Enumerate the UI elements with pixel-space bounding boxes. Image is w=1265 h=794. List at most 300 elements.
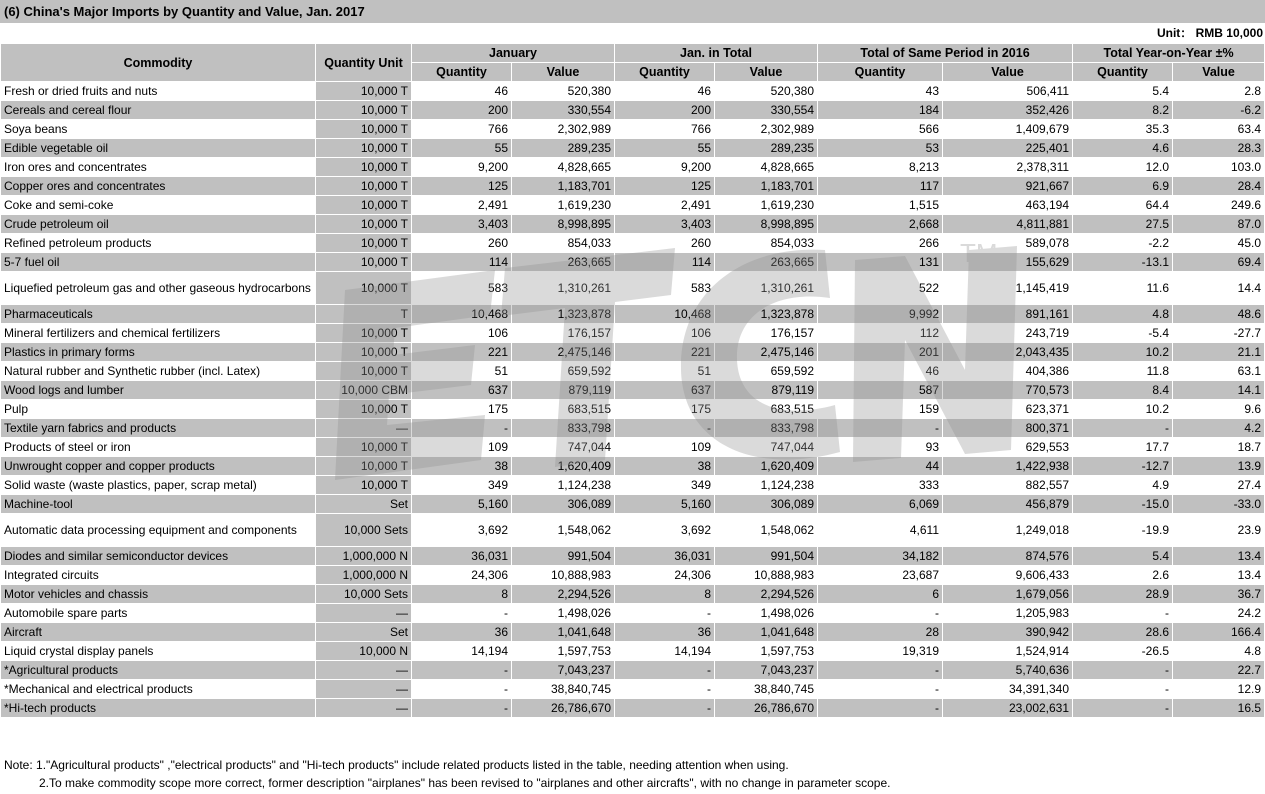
- quantity-unit-cell: 10,000 T: [316, 139, 412, 158]
- jan-total-quantity-cell: 38: [615, 457, 715, 476]
- header-group-yoy: Total Year-on-Year ±%: [1073, 44, 1265, 63]
- jan-total-value-cell: 4,828,665: [715, 158, 818, 177]
- commodity-cell: Mineral fertilizers and chemical fertilizers: [1, 324, 316, 343]
- quantity-unit-cell: 10,000 T: [316, 158, 412, 177]
- commodity-cell: Liquefied petroleum gas and other gaseous hydrocarbons: [1, 272, 316, 305]
- jan-total-quantity-cell: 24,306: [615, 566, 715, 585]
- jan-total-quantity-cell: 3,403: [615, 215, 715, 234]
- yoy-value-cell: 13.4: [1173, 566, 1265, 585]
- header-quantity: Quantity: [1073, 63, 1173, 82]
- prev-quantity-cell: 8,213: [818, 158, 943, 177]
- commodity-cell: Liquid crystal display panels: [1, 642, 316, 661]
- table-row: [1, 324, 1265, 343]
- yoy-quantity-cell: 28.9: [1073, 585, 1173, 604]
- commodity-cell: Aircraft: [1, 623, 316, 642]
- jan-total-value-cell: 1,124,238: [715, 476, 818, 495]
- jan-quantity-cell: 24,306: [412, 566, 512, 585]
- jan-quantity-cell: 9,200: [412, 158, 512, 177]
- quantity-unit-cell: 10,000 T: [316, 362, 412, 381]
- quantity-unit-cell: 10,000 T: [316, 476, 412, 495]
- prev-quantity-cell: 522: [818, 272, 943, 305]
- yoy-value-cell: 4.8: [1173, 642, 1265, 661]
- quantity-unit-cell: 10,000 T: [316, 82, 412, 101]
- commodity-cell: Cereals and cereal flour: [1, 101, 316, 120]
- commodity-cell: Unwrought copper and copper products: [1, 457, 316, 476]
- yoy-quantity-cell: 4.9: [1073, 476, 1173, 495]
- table-row: [1, 566, 1265, 585]
- yoy-value-cell: 45.0: [1173, 234, 1265, 253]
- jan-quantity-cell: 637: [412, 381, 512, 400]
- jan-value-cell: 8,998,895: [512, 215, 615, 234]
- table-title: (6) China's Major Imports by Quantity and Value, Jan. 2017: [0, 0, 1265, 23]
- header-value: Value: [512, 63, 615, 82]
- yoy-value-cell: 22.7: [1173, 661, 1265, 680]
- jan-total-quantity-cell: 583: [615, 272, 715, 305]
- prev-value-cell: 882,557: [943, 476, 1073, 495]
- commodity-cell: Wood logs and lumber: [1, 381, 316, 400]
- jan-quantity-cell: -: [412, 604, 512, 623]
- header-quantity: Quantity: [412, 63, 512, 82]
- quantity-unit-cell: 10,000 T: [316, 272, 412, 305]
- jan-value-cell: 2,302,989: [512, 120, 615, 139]
- table-row: [1, 495, 1265, 514]
- table-row: [1, 419, 1265, 438]
- jan-total-quantity-cell: 221: [615, 343, 715, 362]
- jan-total-value-cell: 1,310,261: [715, 272, 818, 305]
- quantity-unit-cell: 10,000 T: [316, 457, 412, 476]
- commodity-cell: Diodes and similar semiconductor devices: [1, 547, 316, 566]
- jan-quantity-cell: -: [412, 680, 512, 699]
- table-row: [1, 82, 1265, 101]
- prev-value-cell: 390,942: [943, 623, 1073, 642]
- jan-total-quantity-cell: 14,194: [615, 642, 715, 661]
- header-value: Value: [1173, 63, 1265, 82]
- prev-value-cell: 921,667: [943, 177, 1073, 196]
- yoy-quantity-cell: -13.1: [1073, 253, 1173, 272]
- jan-value-cell: 520,380: [512, 82, 615, 101]
- commodity-cell: Automobile spare parts: [1, 604, 316, 623]
- commodity-cell: Edible vegetable oil: [1, 139, 316, 158]
- commodity-cell: Plastics in primary forms: [1, 343, 316, 362]
- table-row: [1, 661, 1265, 680]
- commodity-cell: Natural rubber and Synthetic rubber (incl. Latex): [1, 362, 316, 381]
- jan-value-cell: 2,475,146: [512, 343, 615, 362]
- prev-value-cell: 456,879: [943, 495, 1073, 514]
- jan-total-quantity-cell: 36: [615, 623, 715, 642]
- jan-value-cell: 10,888,983: [512, 566, 615, 585]
- prev-quantity-cell: 93: [818, 438, 943, 457]
- yoy-value-cell: 14.1: [1173, 381, 1265, 400]
- jan-total-value-cell: 520,380: [715, 82, 818, 101]
- jan-total-value-cell: 2,294,526: [715, 585, 818, 604]
- jan-total-quantity-cell: 36,031: [615, 547, 715, 566]
- prev-value-cell: 4,811,881: [943, 215, 1073, 234]
- prev-value-cell: 770,573: [943, 381, 1073, 400]
- yoy-quantity-cell: 2.6: [1073, 566, 1173, 585]
- jan-total-quantity-cell: 200: [615, 101, 715, 120]
- prev-quantity-cell: 28: [818, 623, 943, 642]
- jan-total-quantity-cell: 175: [615, 400, 715, 419]
- header-commodity: Commodity: [1, 44, 316, 82]
- jan-value-cell: 4,828,665: [512, 158, 615, 177]
- quantity-unit-cell: 10,000 T: [316, 400, 412, 419]
- prev-quantity-cell: 19,319: [818, 642, 943, 661]
- jan-quantity-cell: -: [412, 419, 512, 438]
- yoy-value-cell: 48.6: [1173, 305, 1265, 324]
- jan-quantity-cell: 125: [412, 177, 512, 196]
- jan-total-quantity-cell: -: [615, 661, 715, 680]
- jan-total-quantity-cell: 637: [615, 381, 715, 400]
- prev-value-cell: 1,205,983: [943, 604, 1073, 623]
- jan-total-value-cell: 7,043,237: [715, 661, 818, 680]
- jan-quantity-cell: -: [412, 699, 512, 718]
- header-group-same-period-2016: Total of Same Period in 2016: [818, 44, 1073, 63]
- yoy-quantity-cell: -19.9: [1073, 514, 1173, 547]
- prev-quantity-cell: 6,069: [818, 495, 943, 514]
- table-row: [1, 585, 1265, 604]
- yoy-value-cell: 16.5: [1173, 699, 1265, 718]
- prev-quantity-cell: -: [818, 699, 943, 718]
- jan-total-value-cell: 10,888,983: [715, 566, 818, 585]
- table-row: [1, 272, 1265, 305]
- jan-total-quantity-cell: 3,692: [615, 514, 715, 547]
- jan-value-cell: 26,786,670: [512, 699, 615, 718]
- jan-total-quantity-cell: 766: [615, 120, 715, 139]
- jan-total-value-cell: 306,089: [715, 495, 818, 514]
- jan-total-value-cell: 683,515: [715, 400, 818, 419]
- table-row: [1, 101, 1265, 120]
- jan-value-cell: 2,294,526: [512, 585, 615, 604]
- yoy-quantity-cell: 11.8: [1073, 362, 1173, 381]
- commodity-cell: 5-7 fuel oil: [1, 253, 316, 272]
- commodity-cell: Soya beans: [1, 120, 316, 139]
- yoy-quantity-cell: 27.5: [1073, 215, 1173, 234]
- jan-value-cell: 1,183,701: [512, 177, 615, 196]
- jan-value-cell: 306,089: [512, 495, 615, 514]
- jan-total-value-cell: 1,041,648: [715, 623, 818, 642]
- prev-value-cell: 1,524,914: [943, 642, 1073, 661]
- jan-total-value-cell: 659,592: [715, 362, 818, 381]
- jan-value-cell: 1,619,230: [512, 196, 615, 215]
- jan-total-value-cell: 176,157: [715, 324, 818, 343]
- commodity-cell: Automatic data processing equipment and components: [1, 514, 316, 547]
- yoy-quantity-cell: 6.9: [1073, 177, 1173, 196]
- yoy-quantity-cell: 10.2: [1073, 400, 1173, 419]
- jan-value-cell: 747,044: [512, 438, 615, 457]
- yoy-quantity-cell: 5.4: [1073, 547, 1173, 566]
- prev-value-cell: 1,409,679: [943, 120, 1073, 139]
- prev-value-cell: 155,629: [943, 253, 1073, 272]
- yoy-value-cell: 21.1: [1173, 343, 1265, 362]
- quantity-unit-cell: 10,000 T: [316, 253, 412, 272]
- commodity-cell: Refined petroleum products: [1, 234, 316, 253]
- jan-total-value-cell: 289,235: [715, 139, 818, 158]
- footnotes: [4, 756, 890, 792]
- jan-value-cell: 1,323,878: [512, 305, 615, 324]
- quantity-unit-cell: 10,000 T: [316, 324, 412, 343]
- quantity-unit-cell: —: [316, 661, 412, 680]
- yoy-quantity-cell: -: [1073, 419, 1173, 438]
- prev-quantity-cell: 53: [818, 139, 943, 158]
- imports-table: [0, 43, 1265, 718]
- yoy-quantity-cell: -26.5: [1073, 642, 1173, 661]
- yoy-quantity-cell: 12.0: [1073, 158, 1173, 177]
- yoy-quantity-cell: -2.2: [1073, 234, 1173, 253]
- quantity-unit-cell: —: [316, 699, 412, 718]
- quantity-unit-cell: 10,000 T: [316, 196, 412, 215]
- jan-total-quantity-cell: 125: [615, 177, 715, 196]
- table-row: [1, 642, 1265, 661]
- jan-quantity-cell: 221: [412, 343, 512, 362]
- jan-quantity-cell: 36,031: [412, 547, 512, 566]
- prev-value-cell: 589,078: [943, 234, 1073, 253]
- yoy-value-cell: 2.8: [1173, 82, 1265, 101]
- jan-quantity-cell: 349: [412, 476, 512, 495]
- jan-total-value-cell: 330,554: [715, 101, 818, 120]
- watermark-tm: TM: [960, 238, 998, 268]
- quantity-unit-cell: Set: [316, 495, 412, 514]
- table-row: [1, 177, 1265, 196]
- jan-quantity-cell: 175: [412, 400, 512, 419]
- prev-quantity-cell: 587: [818, 381, 943, 400]
- table-row: [1, 476, 1265, 495]
- footnote-1: Note: 1."Agricultural products" ,"electrical products" and "Hi-tech products" include related products listed in the table, needing attention when using.: [4, 758, 789, 772]
- jan-value-cell: 330,554: [512, 101, 615, 120]
- yoy-quantity-cell: -: [1073, 604, 1173, 623]
- prev-value-cell: 506,411: [943, 82, 1073, 101]
- yoy-value-cell: 28.4: [1173, 177, 1265, 196]
- commodity-cell: Solid waste (waste plastics, paper, scrap metal): [1, 476, 316, 495]
- yoy-value-cell: 63.1: [1173, 362, 1265, 381]
- table-row: [1, 680, 1265, 699]
- prev-quantity-cell: -: [818, 604, 943, 623]
- unit-label: Unit： RMB 10,000: [1156, 26, 1263, 40]
- table-row: [1, 604, 1265, 623]
- jan-total-value-cell: 2,475,146: [715, 343, 818, 362]
- prev-quantity-cell: -: [818, 661, 943, 680]
- commodity-cell: Products of steel or iron: [1, 438, 316, 457]
- prev-quantity-cell: 23,687: [818, 566, 943, 585]
- jan-quantity-cell: 114: [412, 253, 512, 272]
- jan-quantity-cell: 109: [412, 438, 512, 457]
- jan-total-value-cell: 1,619,230: [715, 196, 818, 215]
- quantity-unit-cell: T: [316, 305, 412, 324]
- jan-quantity-cell: 36: [412, 623, 512, 642]
- jan-total-quantity-cell: 8: [615, 585, 715, 604]
- yoy-quantity-cell: 4.6: [1073, 139, 1173, 158]
- jan-quantity-cell: 14,194: [412, 642, 512, 661]
- jan-value-cell: 1,310,261: [512, 272, 615, 305]
- prev-quantity-cell: 566: [818, 120, 943, 139]
- prev-value-cell: 463,194: [943, 196, 1073, 215]
- prev-quantity-cell: 46: [818, 362, 943, 381]
- jan-value-cell: 263,665: [512, 253, 615, 272]
- jan-total-quantity-cell: 109: [615, 438, 715, 457]
- header-quantity: Quantity: [818, 63, 943, 82]
- jan-total-value-cell: 8,998,895: [715, 215, 818, 234]
- commodity-cell: *Hi-tech products: [1, 699, 316, 718]
- jan-total-value-cell: 879,119: [715, 381, 818, 400]
- jan-total-value-cell: 38,840,745: [715, 680, 818, 699]
- jan-quantity-cell: 2,491: [412, 196, 512, 215]
- commodity-cell: Crude petroleum oil: [1, 215, 316, 234]
- jan-total-quantity-cell: 106: [615, 324, 715, 343]
- jan-quantity-cell: 46: [412, 82, 512, 101]
- table-row: [1, 120, 1265, 139]
- jan-value-cell: 991,504: [512, 547, 615, 566]
- yoy-value-cell: 69.4: [1173, 253, 1265, 272]
- commodity-cell: Integrated circuits: [1, 566, 316, 585]
- jan-total-quantity-cell: 5,160: [615, 495, 715, 514]
- jan-total-value-cell: 991,504: [715, 547, 818, 566]
- jan-quantity-cell: 766: [412, 120, 512, 139]
- yoy-value-cell: 18.7: [1173, 438, 1265, 457]
- commodity-cell: Fresh or dried fruits and nuts: [1, 82, 316, 101]
- prev-value-cell: 1,679,056: [943, 585, 1073, 604]
- jan-total-quantity-cell: 9,200: [615, 158, 715, 177]
- prev-quantity-cell: 6: [818, 585, 943, 604]
- prev-value-cell: 891,161: [943, 305, 1073, 324]
- jan-total-quantity-cell: 260: [615, 234, 715, 253]
- table-row: [1, 362, 1265, 381]
- commodity-cell: Iron ores and concentrates: [1, 158, 316, 177]
- jan-quantity-cell: 8: [412, 585, 512, 604]
- quantity-unit-cell: 1,000,000 N: [316, 547, 412, 566]
- prev-quantity-cell: 184: [818, 101, 943, 120]
- jan-total-value-cell: 26,786,670: [715, 699, 818, 718]
- table-row: [1, 234, 1265, 253]
- commodity-cell: Copper ores and concentrates: [1, 177, 316, 196]
- jan-total-value-cell: 1,183,701: [715, 177, 818, 196]
- footnote-2: 2.To make commodity scope more correct, former description "airplanes" has been revised to "airplanes and other aircrafts", with no change in parameter scope.: [39, 776, 891, 790]
- jan-value-cell: 1,041,648: [512, 623, 615, 642]
- prev-quantity-cell: 333: [818, 476, 943, 495]
- jan-quantity-cell: 10,468: [412, 305, 512, 324]
- prev-value-cell: 2,378,311: [943, 158, 1073, 177]
- yoy-value-cell: 9.6: [1173, 400, 1265, 419]
- prev-quantity-cell: 112: [818, 324, 943, 343]
- table-row: [1, 196, 1265, 215]
- prev-value-cell: 1,249,018: [943, 514, 1073, 547]
- quantity-unit-cell: —: [316, 604, 412, 623]
- yoy-value-cell: 24.2: [1173, 604, 1265, 623]
- jan-value-cell: 659,592: [512, 362, 615, 381]
- yoy-value-cell: 13.9: [1173, 457, 1265, 476]
- quantity-unit-cell: 10,000 Sets: [316, 585, 412, 604]
- yoy-quantity-cell: 64.4: [1073, 196, 1173, 215]
- jan-value-cell: 854,033: [512, 234, 615, 253]
- yoy-value-cell: 63.4: [1173, 120, 1265, 139]
- commodity-cell: Pharmaceuticals: [1, 305, 316, 324]
- commodity-cell: Machine-tool: [1, 495, 316, 514]
- prev-quantity-cell: 159: [818, 400, 943, 419]
- yoy-value-cell: 166.4: [1173, 623, 1265, 642]
- yoy-quantity-cell: 4.8: [1073, 305, 1173, 324]
- jan-quantity-cell: 5,160: [412, 495, 512, 514]
- yoy-value-cell: 4.2: [1173, 419, 1265, 438]
- yoy-value-cell: 36.7: [1173, 585, 1265, 604]
- jan-total-quantity-cell: 55: [615, 139, 715, 158]
- jan-total-value-cell: 854,033: [715, 234, 818, 253]
- prev-quantity-cell: 9,992: [818, 305, 943, 324]
- quantity-unit-cell: 10,000 T: [316, 120, 412, 139]
- jan-value-cell: 289,235: [512, 139, 615, 158]
- table-row: [1, 623, 1265, 642]
- jan-total-quantity-cell: -: [615, 699, 715, 718]
- jan-total-value-cell: 747,044: [715, 438, 818, 457]
- prev-value-cell: 623,371: [943, 400, 1073, 419]
- jan-value-cell: 833,798: [512, 419, 615, 438]
- table-row: [1, 158, 1265, 177]
- prev-quantity-cell: 117: [818, 177, 943, 196]
- jan-total-quantity-cell: 10,468: [615, 305, 715, 324]
- quantity-unit-cell: 10,000 CBM: [316, 381, 412, 400]
- jan-quantity-cell: 3,403: [412, 215, 512, 234]
- yoy-quantity-cell: 28.6: [1073, 623, 1173, 642]
- yoy-quantity-cell: 8.4: [1073, 381, 1173, 400]
- prev-value-cell: 9,606,433: [943, 566, 1073, 585]
- prev-value-cell: 404,386: [943, 362, 1073, 381]
- prev-quantity-cell: 2,668: [818, 215, 943, 234]
- commodity-cell: Textile yarn fabrics and products: [1, 419, 316, 438]
- header-group-jan-total: Jan. in Total: [615, 44, 818, 63]
- quantity-unit-cell: 10,000 T: [316, 177, 412, 196]
- yoy-value-cell: 103.0: [1173, 158, 1265, 177]
- prev-quantity-cell: 1,515: [818, 196, 943, 215]
- jan-value-cell: 1,597,753: [512, 642, 615, 661]
- table-row: [1, 381, 1265, 400]
- yoy-value-cell: 28.3: [1173, 139, 1265, 158]
- yoy-value-cell: 249.6: [1173, 196, 1265, 215]
- prev-value-cell: 352,426: [943, 101, 1073, 120]
- jan-quantity-cell: 260: [412, 234, 512, 253]
- table-row: [1, 438, 1265, 457]
- table-row: [1, 514, 1265, 547]
- jan-total-value-cell: 1,620,409: [715, 457, 818, 476]
- quantity-unit-cell: 10,000 T: [316, 343, 412, 362]
- yoy-value-cell: 14.4: [1173, 272, 1265, 305]
- table-row: [1, 547, 1265, 566]
- prev-quantity-cell: 266: [818, 234, 943, 253]
- prev-value-cell: 23,002,631: [943, 699, 1073, 718]
- yoy-quantity-cell: -12.7: [1073, 457, 1173, 476]
- table-row: [1, 457, 1265, 476]
- prev-value-cell: 874,576: [943, 547, 1073, 566]
- jan-value-cell: 683,515: [512, 400, 615, 419]
- quantity-unit-cell: —: [316, 419, 412, 438]
- quantity-unit-cell: —: [316, 680, 412, 699]
- jan-total-value-cell: 1,498,026: [715, 604, 818, 623]
- yoy-quantity-cell: 17.7: [1073, 438, 1173, 457]
- jan-value-cell: 1,620,409: [512, 457, 615, 476]
- table-row: [1, 253, 1265, 272]
- yoy-value-cell: 23.9: [1173, 514, 1265, 547]
- yoy-value-cell: 27.4: [1173, 476, 1265, 495]
- prev-value-cell: 243,719: [943, 324, 1073, 343]
- prev-quantity-cell: 34,182: [818, 547, 943, 566]
- table-row: [1, 215, 1265, 234]
- jan-total-quantity-cell: 349: [615, 476, 715, 495]
- prev-quantity-cell: 44: [818, 457, 943, 476]
- prev-quantity-cell: 131: [818, 253, 943, 272]
- prev-value-cell: 800,371: [943, 419, 1073, 438]
- jan-value-cell: 1,498,026: [512, 604, 615, 623]
- quantity-unit-cell: 10,000 T: [316, 215, 412, 234]
- jan-total-value-cell: 1,323,878: [715, 305, 818, 324]
- jan-quantity-cell: 38: [412, 457, 512, 476]
- header-value: Value: [715, 63, 818, 82]
- jan-quantity-cell: 55: [412, 139, 512, 158]
